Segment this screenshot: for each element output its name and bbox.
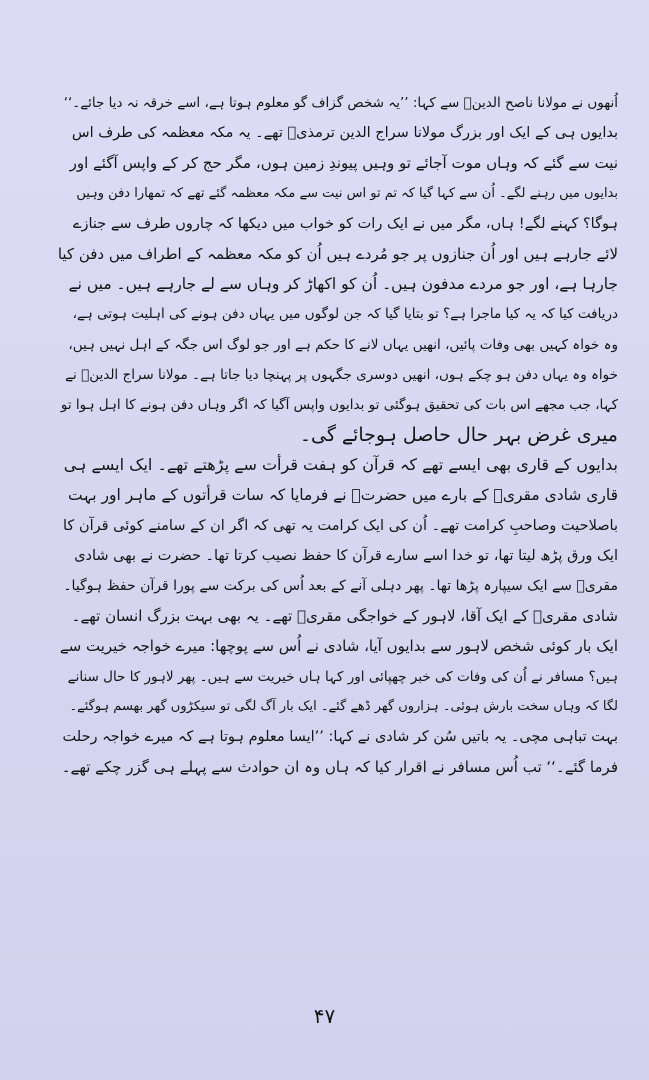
paragraph [56,118,618,450]
text-line: بدایوں کے قاری بھی ایسے تھے کہ قرآن کو ہفت قرأت سے پڑھتے تھے۔ ایک ایسے ہی [63,455,618,475]
paragraph [56,450,618,601]
text-line: مقریؒ سے ایک سیپارہ پڑھا تھا۔ پھر دہلی آنے کے بعد اُس کی برکت سے پورا قرآن حفظ ہوگیا۔ [63,578,618,594]
page-number: ۴۷ [313,1004,336,1028]
text-line: وہ خواہ کہیں بھی وفات پائیں، انھیں یہاں لانے کا حکم ہے اور جو لوگ اس جگہ کے اہل نہیں ہیں، [68,336,618,353]
page-body-text [56,88,618,782]
text-line: دریافت کیا کہ یہ کیا ماجرا ہے؟ تو بتایا گیا کہ جن لوگوں میں یہاں دفن ہونے کی اہلیت ہوتی ہے، [72,306,618,323]
text-line: کہا، جب مجھے اس بات کی تحقیق ہوگئی تو بدایوں واپس آگیا کہ اگر وہاں دفن ہونے کا اہل ہوا تو [60,396,618,413]
text-line: ہیں؟ مسافر نے اُن کی وفات کی خبر چھپائی اور کہا ہاں خیریت سے ہیں۔ پھر لاہور کا حال سنانے [67,668,618,685]
text-line: خواہ وہ یہاں دفن ہو چکے ہوں، انھیں دوسری جگہوں پر پہنچا دیا جاتا ہے۔ مولانا سراج الدینؒ نے [65,366,618,383]
text-line: بہت تباہی مچی۔ یہ باتیں سُن کر شادی نے کہا: ’’ایسا معلوم ہوتا ہے کہ میرے خواجہ رحلت [62,728,618,745]
text-line: اُنھوں نے مولانا ناصح الدینؒ سے کہا: ’’یہ شخص گزاف گو معلوم ہوتا ہے، اسے خرقہ نہ دیا جائے۔‘‘ [63,95,618,111]
text-line: فرما گئے۔‘‘ تب اُس مسافر نے اقرار کیا کہ ہاں وہ ان حوادث سے پہلے ہی گزر چکے تھے۔ [61,758,618,777]
text-line: ایک ورق پڑھ لیتا تھا، تو خدا اسے سارے قرآن کا حفظ نصیب کرتا تھا۔ حضرت نے بھی شادی [74,547,618,564]
text-line: بدایوں ہی کے ایک اور بزرگ مولانا سراج الدین ترمذیؒ تھے۔ یہ مکہ معظمہ کی طرف اس [71,125,618,142]
text-line: نیت سے گئے کہ وہاں موت آجائے تو وہیں پیوندِ زمین ہوں، مگر حج کر کے واپس آگئے اور [69,154,618,173]
text-line: ہوگا؟ کہنے لگے! ہاں، مگر میں نے ایک رات کو خواب میں دیکھا کہ چاروں طرف سے جنازے [72,215,618,232]
text-line: میری غرض بہر حال حاصل ہوجائے گی۔ [299,424,618,447]
paragraph [56,601,618,782]
paragraph [56,88,618,118]
text-line: بدایوں میں رہنے لگے۔ اُن سے کہا گیا کہ تم تو اس نیت سے مکہ معظمہ گئے تھے کہ تمھارا دفن وہیں [76,185,618,201]
text-line: شادی مقریؒ کے ایک آقا، لاہور کے خواجگی مقریؒ تھے۔ یہ بھی بہت بزرگ انسان تھے۔ [71,607,618,626]
text-line: لائے جارہے ہیں اور اُن جنازوں پر جو مُردے ہیں اُن کو مکہ معظمہ کے اطراف میں دفن کیا [57,244,618,263]
text-line: باصلاحیت وصاحبِ کرامت تھے۔ اُن کی ایک کرامت یہ تھی کہ اگر ان کے سامنے کوئی قرآن کا [63,517,618,534]
text-line: قاری شادی مقریؒ کے بارے میں حضرتؒ نے فرمایا کہ سات قرأتوں کے ماہر اور بہت [67,486,618,505]
text-line: جارہا ہے، اور جو مردے مدفون ہیں۔ اُن کو اکھاڑ کر وہاں سے لے جارہے ہیں۔ میں نے [68,275,618,294]
text-line: لگا کہ وہاں سخت بارش ہوئی۔ ہزاروں گھر ڈھے گئے۔ ایک بار آگ لگی تو سیکڑوں گھر بھسم ہوگئے۔ [69,698,618,714]
text-line: ایک بار کوئی شخص لاہور سے بدایوں آیا، شادی نے اُس سے پوچھا: میرے خواجہ خیریت سے [59,637,618,656]
